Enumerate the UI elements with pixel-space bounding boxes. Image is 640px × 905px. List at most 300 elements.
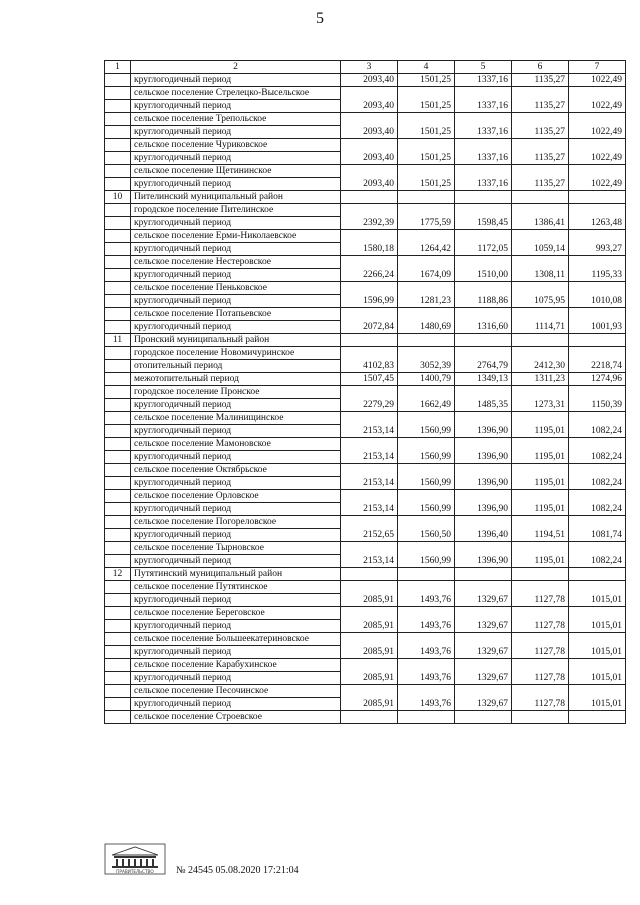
value-cell	[398, 113, 455, 126]
value-cell	[398, 542, 455, 555]
table-row	[105, 464, 626, 477]
value-cell	[569, 516, 626, 529]
value-cell	[398, 139, 455, 152]
row-label: круглогодичный период	[131, 152, 341, 165]
row-index	[105, 529, 131, 542]
value-cell: 1172,05	[455, 243, 512, 256]
value-cell: 1281,23	[398, 295, 455, 308]
value-cell: 1560,99	[398, 477, 455, 490]
value-cell: 1337,16	[455, 178, 512, 191]
value-cell	[341, 711, 398, 724]
table-row	[105, 477, 626, 490]
value-cell	[512, 87, 569, 100]
row-label: круглогодичный период	[131, 503, 341, 516]
column-header: 6	[512, 61, 569, 74]
row-index: 11	[105, 334, 131, 347]
value-cell: 1195,33	[569, 269, 626, 282]
row-label: круглогодичный период	[131, 672, 341, 685]
value-cell	[569, 464, 626, 477]
table-row	[105, 516, 626, 529]
row-label: сельское поселение Береговское	[131, 607, 341, 620]
value-cell	[455, 438, 512, 451]
row-index: 10	[105, 191, 131, 204]
value-cell	[398, 191, 455, 204]
value-cell: 2153,14	[341, 477, 398, 490]
value-cell	[569, 581, 626, 594]
value-cell	[455, 412, 512, 425]
document-footer	[104, 843, 564, 883]
table-row	[105, 373, 626, 386]
table-row	[105, 568, 626, 581]
value-cell	[455, 464, 512, 477]
value-cell	[512, 685, 569, 698]
value-cell	[398, 87, 455, 100]
value-cell: 1082,24	[569, 451, 626, 464]
value-cell: 1493,76	[398, 594, 455, 607]
row-label: круглогодичный период	[131, 399, 341, 412]
value-cell: 1510,00	[455, 269, 512, 282]
value-cell: 1015,01	[569, 646, 626, 659]
value-cell	[512, 464, 569, 477]
value-cell	[398, 516, 455, 529]
value-cell: 1501,25	[398, 100, 455, 113]
value-cell: 1188,86	[455, 295, 512, 308]
value-cell	[569, 542, 626, 555]
value-cell	[455, 516, 512, 529]
table-row	[105, 685, 626, 698]
table-header-row	[105, 61, 626, 74]
value-cell	[512, 412, 569, 425]
value-cell: 1127,78	[512, 672, 569, 685]
row-index	[105, 516, 131, 529]
value-cell	[455, 165, 512, 178]
row-index	[105, 542, 131, 555]
value-cell: 1580,18	[341, 243, 398, 256]
value-cell: 1674,09	[398, 269, 455, 282]
table-row	[105, 399, 626, 412]
value-cell: 1081,74	[569, 529, 626, 542]
row-index	[105, 113, 131, 126]
value-cell: 2093,40	[341, 178, 398, 191]
row-label: Путятинский муниципальный район	[131, 568, 341, 581]
value-cell	[512, 139, 569, 152]
value-cell: 2085,91	[341, 646, 398, 659]
row-label: круглогодичный период	[131, 594, 341, 607]
value-cell: 1501,25	[398, 74, 455, 87]
value-cell: 1127,78	[512, 594, 569, 607]
value-cell	[569, 87, 626, 100]
row-label: сельское поселение Мамоновское	[131, 438, 341, 451]
table-row	[105, 633, 626, 646]
table-row	[105, 308, 626, 321]
value-cell: 1329,67	[455, 620, 512, 633]
value-cell: 1082,24	[569, 477, 626, 490]
value-cell: 1022,49	[569, 74, 626, 87]
value-cell	[341, 347, 398, 360]
row-label: сельское поселение Щетининское	[131, 165, 341, 178]
row-label: круглогодичный период	[131, 477, 341, 490]
value-cell	[569, 438, 626, 451]
row-index	[105, 321, 131, 334]
value-cell	[569, 347, 626, 360]
value-cell	[512, 711, 569, 724]
row-label: круглогодичный период	[131, 243, 341, 256]
row-label: круглогодичный период	[131, 269, 341, 282]
value-cell	[569, 607, 626, 620]
value-cell	[569, 230, 626, 243]
value-cell: 1396,40	[455, 529, 512, 542]
table-row	[105, 256, 626, 269]
table-row	[105, 698, 626, 711]
row-index	[105, 620, 131, 633]
value-cell	[512, 386, 569, 399]
table-row	[105, 529, 626, 542]
row-index	[105, 581, 131, 594]
value-cell	[455, 633, 512, 646]
table-row	[105, 347, 626, 360]
value-cell: 1135,27	[512, 152, 569, 165]
table-row	[105, 217, 626, 230]
value-cell	[455, 386, 512, 399]
value-cell	[455, 659, 512, 672]
row-index	[105, 386, 131, 399]
value-cell: 1400,79	[398, 373, 455, 386]
row-index	[105, 659, 131, 672]
value-cell	[569, 685, 626, 698]
column-header: 5	[455, 61, 512, 74]
row-label: круглогодичный период	[131, 425, 341, 438]
row-label: отопительный период	[131, 360, 341, 373]
value-cell: 1135,27	[512, 178, 569, 191]
row-index	[105, 243, 131, 256]
value-cell: 1501,25	[398, 126, 455, 139]
value-cell	[341, 568, 398, 581]
value-cell	[341, 412, 398, 425]
value-cell: 1396,90	[455, 451, 512, 464]
value-cell: 1507,45	[341, 373, 398, 386]
value-cell: 2093,40	[341, 100, 398, 113]
table-row	[105, 451, 626, 464]
value-cell: 1501,25	[398, 178, 455, 191]
value-cell	[512, 191, 569, 204]
row-label: Пителинский муниципальный район	[131, 191, 341, 204]
table-row	[105, 672, 626, 685]
value-cell: 2093,40	[341, 152, 398, 165]
row-index	[105, 490, 131, 503]
value-cell: 1337,16	[455, 100, 512, 113]
value-cell: 1127,78	[512, 698, 569, 711]
value-cell	[512, 282, 569, 295]
column-header: 2	[131, 61, 341, 74]
row-label: сельское поселение Ерми-Николаевское	[131, 230, 341, 243]
row-label: круглогодичный период	[131, 126, 341, 139]
row-index	[105, 646, 131, 659]
table-row	[105, 438, 626, 451]
value-cell: 1194,51	[512, 529, 569, 542]
row-index	[105, 373, 131, 386]
value-cell	[512, 542, 569, 555]
table-row	[105, 113, 626, 126]
value-cell: 1015,01	[569, 672, 626, 685]
value-cell: 1316,60	[455, 321, 512, 334]
value-cell	[398, 711, 455, 724]
value-cell	[341, 542, 398, 555]
table-row	[105, 74, 626, 87]
table-row	[105, 542, 626, 555]
value-cell: 1127,78	[512, 620, 569, 633]
value-cell	[398, 659, 455, 672]
value-cell	[512, 334, 569, 347]
row-label: городское поселение Новомичуринское	[131, 347, 341, 360]
table-row	[105, 425, 626, 438]
row-index	[105, 230, 131, 243]
value-cell	[512, 516, 569, 529]
value-cell	[512, 581, 569, 594]
column-header: 4	[398, 61, 455, 74]
value-cell	[341, 113, 398, 126]
value-cell	[569, 191, 626, 204]
row-index: 12	[105, 568, 131, 581]
value-cell: 1596,99	[341, 295, 398, 308]
value-cell: 1485,35	[455, 399, 512, 412]
table-row	[105, 412, 626, 425]
table-row	[105, 295, 626, 308]
row-label: сельское поселение Малинищинское	[131, 412, 341, 425]
value-cell	[512, 438, 569, 451]
value-cell	[569, 568, 626, 581]
row-label: сельское поселение Песочинское	[131, 685, 341, 698]
row-index	[105, 685, 131, 698]
value-cell	[569, 386, 626, 399]
row-index	[105, 74, 131, 87]
value-cell	[341, 659, 398, 672]
value-cell	[455, 581, 512, 594]
value-cell: 1386,41	[512, 217, 569, 230]
value-cell: 1082,24	[569, 555, 626, 568]
row-index	[105, 672, 131, 685]
value-cell: 1560,99	[398, 425, 455, 438]
row-index	[105, 217, 131, 230]
value-cell	[455, 87, 512, 100]
row-label: сельское поселение Стрелецко-Высельское	[131, 87, 341, 100]
row-label: Пронский муниципальный район	[131, 334, 341, 347]
value-cell	[398, 412, 455, 425]
value-cell	[512, 490, 569, 503]
value-cell	[512, 633, 569, 646]
table-row	[105, 282, 626, 295]
row-index	[105, 178, 131, 191]
value-cell: 2153,14	[341, 503, 398, 516]
value-cell	[455, 607, 512, 620]
value-cell	[569, 308, 626, 321]
row-label: круглогодичный период	[131, 620, 341, 633]
value-cell	[398, 347, 455, 360]
value-cell	[455, 568, 512, 581]
value-cell: 1396,90	[455, 555, 512, 568]
value-cell: 2085,91	[341, 620, 398, 633]
value-cell	[569, 256, 626, 269]
value-cell: 1195,01	[512, 503, 569, 516]
value-cell: 1308,11	[512, 269, 569, 282]
value-cell: 4102,83	[341, 360, 398, 373]
value-cell: 1015,01	[569, 698, 626, 711]
value-cell	[398, 230, 455, 243]
value-cell	[398, 438, 455, 451]
value-cell	[455, 204, 512, 217]
row-label: межотопительный период	[131, 373, 341, 386]
row-label: сельское поселение Карабухинское	[131, 659, 341, 672]
value-cell	[569, 490, 626, 503]
table-row	[105, 607, 626, 620]
value-cell	[512, 204, 569, 217]
row-label: круглогодичный период	[131, 698, 341, 711]
table-row	[105, 165, 626, 178]
value-cell: 2085,91	[341, 672, 398, 685]
row-label: сельское поселение Большеекатериновское	[131, 633, 341, 646]
value-cell	[398, 568, 455, 581]
registration-stamp: № 24545 05.08.2020 17:21:04	[176, 865, 299, 876]
value-cell: 1493,76	[398, 620, 455, 633]
value-cell	[341, 165, 398, 178]
row-index	[105, 139, 131, 152]
value-cell	[341, 464, 398, 477]
value-cell	[398, 308, 455, 321]
row-label: круглогодичный период	[131, 295, 341, 308]
value-cell: 2085,91	[341, 698, 398, 711]
row-label: круглогодичный период	[131, 646, 341, 659]
value-cell	[569, 282, 626, 295]
row-label: сельское поселение Погореловское	[131, 516, 341, 529]
value-cell	[569, 139, 626, 152]
value-cell: 1075,95	[512, 295, 569, 308]
value-cell: 1329,67	[455, 672, 512, 685]
value-cell	[455, 256, 512, 269]
table-row	[105, 269, 626, 282]
row-label: круглогодичный период	[131, 529, 341, 542]
value-cell	[398, 256, 455, 269]
value-cell	[512, 607, 569, 620]
table-row	[105, 594, 626, 607]
row-index	[105, 698, 131, 711]
value-cell: 1010,08	[569, 295, 626, 308]
value-cell	[341, 282, 398, 295]
value-cell: 1337,16	[455, 126, 512, 139]
value-cell	[341, 685, 398, 698]
value-cell	[455, 334, 512, 347]
value-cell	[569, 412, 626, 425]
value-cell	[341, 334, 398, 347]
value-cell: 993,27	[569, 243, 626, 256]
value-cell	[512, 659, 569, 672]
row-label: круглогодичный период	[131, 178, 341, 191]
value-cell	[512, 165, 569, 178]
value-cell: 1022,49	[569, 178, 626, 191]
value-cell	[569, 633, 626, 646]
value-cell	[398, 282, 455, 295]
row-index	[105, 594, 131, 607]
value-cell: 2412,30	[512, 360, 569, 373]
table-row	[105, 87, 626, 100]
value-cell: 1396,90	[455, 425, 512, 438]
table-row	[105, 139, 626, 152]
table-row	[105, 386, 626, 399]
row-label: сельское поселение Чуриковское	[131, 139, 341, 152]
row-label: круглогодичный период	[131, 321, 341, 334]
row-index	[105, 412, 131, 425]
value-cell: 1264,42	[398, 243, 455, 256]
value-cell: 1349,13	[455, 373, 512, 386]
value-cell: 2152,65	[341, 529, 398, 542]
value-cell	[341, 386, 398, 399]
table-row	[105, 646, 626, 659]
value-cell: 2153,14	[341, 451, 398, 464]
row-index	[105, 503, 131, 516]
row-index	[105, 477, 131, 490]
table-row	[105, 243, 626, 256]
value-cell	[341, 581, 398, 594]
page-number: 5	[316, 10, 324, 27]
row-label: сельское поселение Тырновское	[131, 542, 341, 555]
row-label: круглогодичный период	[131, 100, 341, 113]
value-cell: 1560,99	[398, 503, 455, 516]
value-cell	[512, 113, 569, 126]
row-index	[105, 308, 131, 321]
row-index	[105, 165, 131, 178]
value-cell: 1273,31	[512, 399, 569, 412]
column-header: 3	[341, 61, 398, 74]
value-cell: 1337,16	[455, 74, 512, 87]
value-cell	[569, 113, 626, 126]
row-index	[105, 438, 131, 451]
table-row	[105, 620, 626, 633]
value-cell	[455, 230, 512, 243]
row-index	[105, 425, 131, 438]
value-cell: 2093,40	[341, 74, 398, 87]
value-cell: 1001,93	[569, 321, 626, 334]
value-cell	[398, 204, 455, 217]
value-cell: 1022,49	[569, 100, 626, 113]
value-cell: 1150,39	[569, 399, 626, 412]
value-cell: 2153,14	[341, 555, 398, 568]
row-index	[105, 451, 131, 464]
row-index	[105, 152, 131, 165]
value-cell: 2085,91	[341, 594, 398, 607]
value-cell	[455, 347, 512, 360]
value-cell	[512, 347, 569, 360]
value-cell: 2072,84	[341, 321, 398, 334]
table-row	[105, 321, 626, 334]
value-cell: 1396,90	[455, 503, 512, 516]
value-cell: 1127,78	[512, 646, 569, 659]
value-cell: 1493,76	[398, 698, 455, 711]
value-cell	[512, 256, 569, 269]
value-cell: 1480,69	[398, 321, 455, 334]
table-row	[105, 581, 626, 594]
row-label: сельское поселение Пеньковское	[131, 282, 341, 295]
table-row	[105, 230, 626, 243]
table-row	[105, 204, 626, 217]
value-cell	[455, 139, 512, 152]
table-row	[105, 334, 626, 347]
row-label: сельское поселение Октябрьское	[131, 464, 341, 477]
value-cell: 1329,67	[455, 594, 512, 607]
value-cell: 1329,67	[455, 646, 512, 659]
value-cell: 1015,01	[569, 594, 626, 607]
row-index	[105, 269, 131, 282]
value-cell: 1135,27	[512, 74, 569, 87]
table-row	[105, 126, 626, 139]
row-index	[105, 347, 131, 360]
